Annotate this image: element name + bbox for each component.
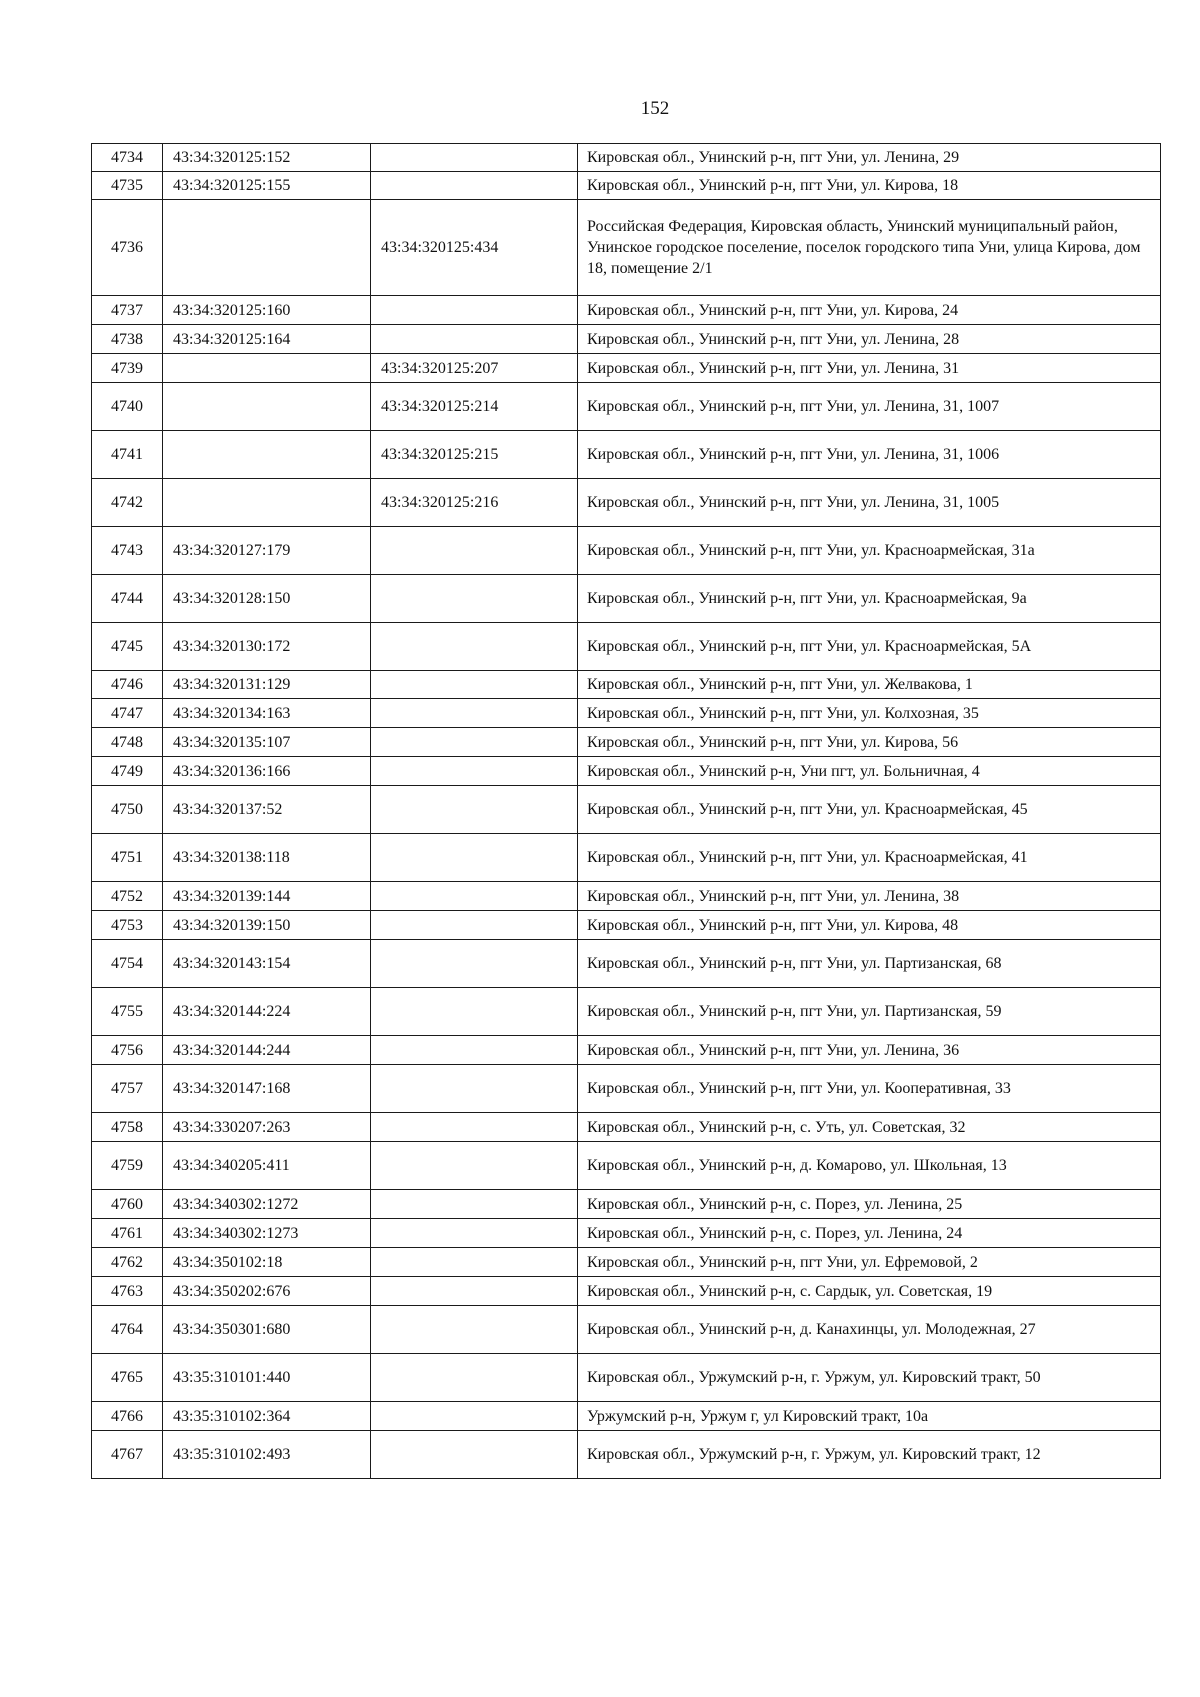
building-cadastral-number: 43:34:320125:207 xyxy=(371,354,578,383)
property-address: Кировская обл., Унинский р-н, с. Порез, ул. Ленина, 24 xyxy=(578,1219,1161,1248)
property-address: Кировская обл., Унинский р-н, пгт Уни, ул. Красноармейская, 9а xyxy=(578,575,1161,623)
row-number: 4754 xyxy=(92,940,163,988)
table-row xyxy=(92,1113,1161,1142)
property-address: Кировская обл., Унинский р-н, пгт Уни, ул. Ефремовой, 2 xyxy=(578,1248,1161,1277)
land-cadastral-number: 43:34:320130:172 xyxy=(163,623,371,671)
land-cadastral-number: 43:34:350301:680 xyxy=(163,1306,371,1354)
land-cadastral-number: 43:35:310102:493 xyxy=(163,1431,371,1479)
land-cadastral-number: 43:34:340205:411 xyxy=(163,1142,371,1190)
table-row xyxy=(92,1306,1161,1354)
table-row xyxy=(92,988,1161,1036)
property-address: Кировская обл., Унинский р-н, пгт Уни, ул. Красноармейская, 41 xyxy=(578,834,1161,882)
property-address: Кировская обл., Унинский р-н, пгт Уни, ул. Кирова, 24 xyxy=(578,296,1161,325)
row-number: 4738 xyxy=(92,325,163,354)
building-cadastral-number xyxy=(371,699,578,728)
property-address: Кировская обл., Унинский р-н, пгт Уни, ул. Кирова, 56 xyxy=(578,728,1161,757)
property-address: Кировская обл., Унинский р-н, д. Комарово, ул. Школьная, 13 xyxy=(578,1142,1161,1190)
row-number: 4755 xyxy=(92,988,163,1036)
property-address: Уржумский р-н, Уржум г, ул Кировский тракт, 10а xyxy=(578,1402,1161,1431)
building-cadastral-number xyxy=(371,988,578,1036)
row-number: 4752 xyxy=(92,882,163,911)
building-cadastral-number xyxy=(371,1277,578,1306)
row-number: 4763 xyxy=(92,1277,163,1306)
land-cadastral-number: 43:35:310101:440 xyxy=(163,1354,371,1402)
table-row xyxy=(92,786,1161,834)
row-number: 4766 xyxy=(92,1402,163,1431)
table-row xyxy=(92,200,1161,296)
land-cadastral-number: 43:34:320135:107 xyxy=(163,728,371,757)
row-number: 4741 xyxy=(92,431,163,479)
table-row xyxy=(92,575,1161,623)
land-cadastral-number: 43:34:320139:144 xyxy=(163,882,371,911)
table-row xyxy=(92,1248,1161,1277)
row-number: 4737 xyxy=(92,296,163,325)
land-cadastral-number: 43:34:340302:1273 xyxy=(163,1219,371,1248)
building-cadastral-number xyxy=(371,575,578,623)
land-cadastral-number xyxy=(163,431,371,479)
row-number: 4756 xyxy=(92,1036,163,1065)
property-address: Кировская обл., Унинский р-н, Уни пгт, ул. Больничная, 4 xyxy=(578,757,1161,786)
property-address: Кировская обл., Унинский р-н, пгт Уни, ул. Кооперативная, 33 xyxy=(578,1065,1161,1113)
property-address: Кировская обл., Унинский р-н, пгт Уни, ул. Колхозная, 35 xyxy=(578,699,1161,728)
row-number: 4762 xyxy=(92,1248,163,1277)
property-address: Кировская обл., Унинский р-н, пгт Уни, ул. Ленина, 31, 1007 xyxy=(578,383,1161,431)
table-row xyxy=(92,172,1161,200)
property-address: Кировская обл., Унинский р-н, пгт Уни, ул. Красноармейская, 45 xyxy=(578,786,1161,834)
building-cadastral-number xyxy=(371,172,578,200)
building-cadastral-number xyxy=(371,940,578,988)
land-cadastral-number: 43:34:320144:244 xyxy=(163,1036,371,1065)
property-address: Кировская обл., Унинский р-н, пгт Уни, ул. Ленина, 31, 1006 xyxy=(578,431,1161,479)
property-address: Кировская обл., Уржумский р-н, г. Уржум, ул. Кировский тракт, 12 xyxy=(578,1431,1161,1479)
land-cadastral-number: 43:34:320127:179 xyxy=(163,527,371,575)
property-address: Кировская обл., Унинский р-н, с. Порез, ул. Ленина, 25 xyxy=(578,1190,1161,1219)
property-address: Кировская обл., Унинский р-н, д. Канахинцы, ул. Молодежная, 27 xyxy=(578,1306,1161,1354)
table-row xyxy=(92,325,1161,354)
land-cadastral-number: 43:34:320138:118 xyxy=(163,834,371,882)
row-number: 4759 xyxy=(92,1142,163,1190)
building-cadastral-number xyxy=(371,325,578,354)
land-cadastral-number: 43:34:330207:263 xyxy=(163,1113,371,1142)
row-number: 4742 xyxy=(92,479,163,527)
table-row xyxy=(92,699,1161,728)
building-cadastral-number xyxy=(371,296,578,325)
land-cadastral-number: 43:34:320137:52 xyxy=(163,786,371,834)
building-cadastral-number xyxy=(371,728,578,757)
building-cadastral-number: 43:34:320125:215 xyxy=(371,431,578,479)
row-number: 4749 xyxy=(92,757,163,786)
building-cadastral-number xyxy=(371,1219,578,1248)
table-row xyxy=(92,383,1161,431)
row-number: 4767 xyxy=(92,1431,163,1479)
building-cadastral-number xyxy=(371,1113,578,1142)
table-row xyxy=(92,527,1161,575)
land-cadastral-number: 43:34:320139:150 xyxy=(163,911,371,940)
row-number: 4758 xyxy=(92,1113,163,1142)
row-number: 4748 xyxy=(92,728,163,757)
land-cadastral-number xyxy=(163,383,371,431)
property-address: Кировская обл., Унинский р-н, пгт Уни, ул. Ленина, 38 xyxy=(578,882,1161,911)
row-number: 4753 xyxy=(92,911,163,940)
property-address: Кировская обл., Унинский р-н, пгт Уни, ул. Ленина, 28 xyxy=(578,325,1161,354)
building-cadastral-number xyxy=(371,671,578,699)
property-address: Кировская обл., Унинский р-н, пгт Уни, ул. Ленина, 36 xyxy=(578,1036,1161,1065)
row-number: 4744 xyxy=(92,575,163,623)
building-cadastral-number xyxy=(371,757,578,786)
property-address: Кировская обл., Унинский р-н, пгт Уни, ул. Ленина, 29 xyxy=(578,144,1161,172)
building-cadastral-number xyxy=(371,1190,578,1219)
land-cadastral-number: 43:34:320125:160 xyxy=(163,296,371,325)
land-cadastral-number xyxy=(163,200,371,296)
page-number: 152 xyxy=(640,98,670,119)
table-row xyxy=(92,1402,1161,1431)
property-address: Кировская обл., Унинский р-н, пгт Уни, ул. Красноармейская, 31а xyxy=(578,527,1161,575)
building-cadastral-number xyxy=(371,1306,578,1354)
table-row xyxy=(92,296,1161,325)
row-number: 4765 xyxy=(92,1354,163,1402)
row-number: 4760 xyxy=(92,1190,163,1219)
property-address: Кировская обл., Унинский р-н, пгт Уни, ул. Партизанская, 68 xyxy=(578,940,1161,988)
row-number: 4764 xyxy=(92,1306,163,1354)
land-cadastral-number: 43:34:320131:129 xyxy=(163,671,371,699)
building-cadastral-number xyxy=(371,527,578,575)
row-number: 4740 xyxy=(92,383,163,431)
property-address: Российская Федерация, Кировская область, Унинский муниципальный район, Унинское городское поселение, поселок городского типа Уни, улица Кирова, дом 18, помещение 2/1 xyxy=(578,200,1161,296)
row-number: 4746 xyxy=(92,671,163,699)
table-row xyxy=(92,882,1161,911)
table-row xyxy=(92,431,1161,479)
land-cadastral-number: 43:34:340302:1272 xyxy=(163,1190,371,1219)
land-cadastral-number: 43:34:320147:168 xyxy=(163,1065,371,1113)
table-row xyxy=(92,1190,1161,1219)
property-address: Кировская обл., Унинский р-н, пгт Уни, ул. Ленина, 31, 1005 xyxy=(578,479,1161,527)
row-number: 4743 xyxy=(92,527,163,575)
building-cadastral-number xyxy=(371,1354,578,1402)
registry-table xyxy=(91,143,1161,1479)
table-row xyxy=(92,354,1161,383)
row-number: 4750 xyxy=(92,786,163,834)
building-cadastral-number xyxy=(371,1142,578,1190)
property-address: Кировская обл., Унинский р-н, пгт Уни, ул. Красноармейская, 5А xyxy=(578,623,1161,671)
table-row xyxy=(92,1036,1161,1065)
property-address: Кировская обл., Унинский р-н, пгт Уни, ул. Партизанская, 59 xyxy=(578,988,1161,1036)
land-cadastral-number: 43:34:320125:152 xyxy=(163,144,371,172)
land-cadastral-number: 43:34:320143:154 xyxy=(163,940,371,988)
building-cadastral-number xyxy=(371,1248,578,1277)
row-number: 4745 xyxy=(92,623,163,671)
land-cadastral-number xyxy=(163,479,371,527)
land-cadastral-number: 43:34:350202:676 xyxy=(163,1277,371,1306)
registry-table-body xyxy=(92,144,1161,1479)
building-cadastral-number xyxy=(371,882,578,911)
table-row xyxy=(92,1277,1161,1306)
land-cadastral-number: 43:35:310102:364 xyxy=(163,1402,371,1431)
property-address: Кировская обл., Уржумский р-н, г. Уржум, ул. Кировский тракт, 50 xyxy=(578,1354,1161,1402)
land-cadastral-number: 43:34:320125:164 xyxy=(163,325,371,354)
building-cadastral-number xyxy=(371,1065,578,1113)
table-row xyxy=(92,757,1161,786)
building-cadastral-number xyxy=(371,1402,578,1431)
building-cadastral-number: 43:34:320125:434 xyxy=(371,200,578,296)
table-row xyxy=(92,671,1161,699)
property-address: Кировская обл., Унинский р-н, пгт Уни, ул. Желвакова, 1 xyxy=(578,671,1161,699)
table-row xyxy=(92,728,1161,757)
table-row xyxy=(92,1354,1161,1402)
land-cadastral-number: 43:34:350102:18 xyxy=(163,1248,371,1277)
building-cadastral-number: 43:34:320125:214 xyxy=(371,383,578,431)
land-cadastral-number xyxy=(163,354,371,383)
property-address: Кировская обл., Унинский р-н, пгт Уни, ул. Кирова, 48 xyxy=(578,911,1161,940)
table-row xyxy=(92,1219,1161,1248)
table-row xyxy=(92,911,1161,940)
table-row xyxy=(92,144,1161,172)
property-address: Кировская обл., Унинский р-н, с. Уть, ул. Советская, 32 xyxy=(578,1113,1161,1142)
land-cadastral-number: 43:34:320144:224 xyxy=(163,988,371,1036)
table-row xyxy=(92,479,1161,527)
row-number: 4736 xyxy=(92,200,163,296)
land-cadastral-number: 43:34:320134:163 xyxy=(163,699,371,728)
property-address: Кировская обл., Унинский р-н, пгт Уни, ул. Кирова, 18 xyxy=(578,172,1161,200)
land-cadastral-number: 43:34:320136:166 xyxy=(163,757,371,786)
row-number: 4751 xyxy=(92,834,163,882)
row-number: 4735 xyxy=(92,172,163,200)
property-address: Кировская обл., Унинский р-н, пгт Уни, ул. Ленина, 31 xyxy=(578,354,1161,383)
row-number: 4739 xyxy=(92,354,163,383)
building-cadastral-number xyxy=(371,786,578,834)
row-number: 4757 xyxy=(92,1065,163,1113)
building-cadastral-number xyxy=(371,1036,578,1065)
table-row xyxy=(92,834,1161,882)
table-row xyxy=(92,940,1161,988)
table-row xyxy=(92,1065,1161,1113)
building-cadastral-number xyxy=(371,623,578,671)
building-cadastral-number xyxy=(371,834,578,882)
table-row xyxy=(92,623,1161,671)
building-cadastral-number xyxy=(371,144,578,172)
table-row xyxy=(92,1142,1161,1190)
building-cadastral-number xyxy=(371,911,578,940)
building-cadastral-number: 43:34:320125:216 xyxy=(371,479,578,527)
row-number: 4761 xyxy=(92,1219,163,1248)
row-number: 4734 xyxy=(92,144,163,172)
building-cadastral-number xyxy=(371,1431,578,1479)
land-cadastral-number: 43:34:320125:155 xyxy=(163,172,371,200)
row-number: 4747 xyxy=(92,699,163,728)
land-cadastral-number: 43:34:320128:150 xyxy=(163,575,371,623)
table-row xyxy=(92,1431,1161,1479)
property-address: Кировская обл., Унинский р-н, с. Сардык, ул. Советская, 19 xyxy=(578,1277,1161,1306)
